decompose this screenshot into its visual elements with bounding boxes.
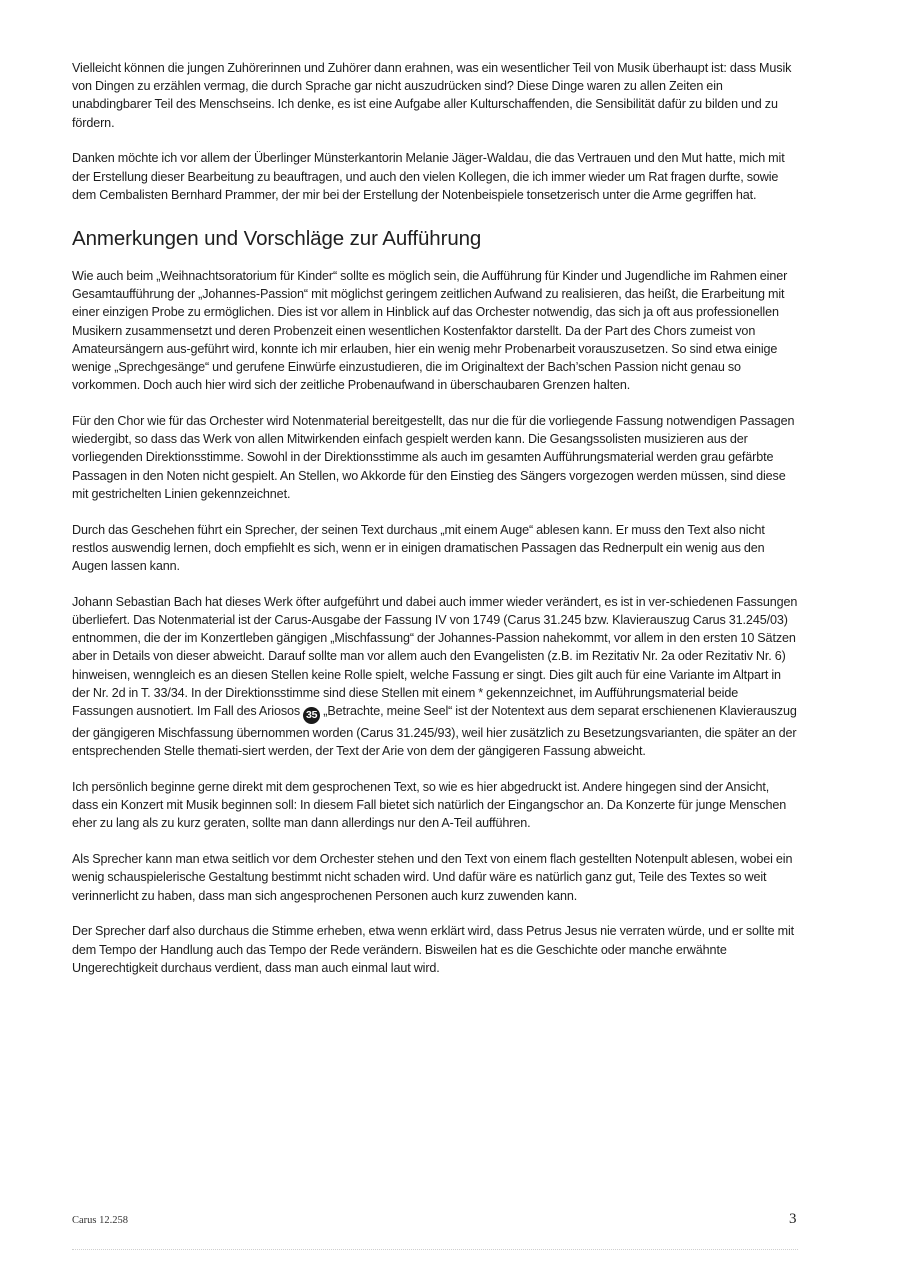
section-paragraph-1: Wie auch beim „Weihnachtsoratorium für Kinder“ sollte es möglich sein, die Aufführung für Kinder und Jugendliche im Rahmen einer Gesamtaufführung der „Johannes-Passion“ mit möglichst geringem zeitlichen Aufwand zu realisieren, das heißt, die Erarbeitung mit einer einzigen Probe zu ermöglichen. Dies ist vor allem in Hinblick auf das Orchester notwendig, das sich ja oft aus professionellen Musikern zusammensetzt und deren Probenzeit einen wesentlichen Kostenfaktor darstellt. Da der Part des Chors zumeist von Amateursängern aus-geführt wird, konnte ich mir erlauben, hier ein wenig mehr Probenarbeit vorauszusetzen. So sind etwa einige wenige „Sprechgesänge“ und gerufene Einwürfe einzustudieren, die im Originaltext der Bach’schen Passion nicht genau so vorkommen. Doch auch hier wird sich der zeitliche Probenaufwand in überschaubaren Grenzen halten.: [72, 269, 788, 393]
section-paragraph-5: Ich persönlich beginne gerne direkt mit dem gesprochenen Text, so wie es hier abgedruckt ist. Andere hingegen sind der Ansicht, dass ein Konzert mit Musik beginnen soll: In diesem Fall bietet sich natürlich der Eingangschor an. Da Konzerte für junge Menschen eher zu lang als zu kurz geraten, sollte man dann allerdings nur den A-Teil aufführen.: [72, 780, 787, 831]
section-paragraph-3: Durch das Geschehen führt ein Sprecher, der seinen Text durchaus „mit einem Auge“ ablesen kann. Er muss den Text also nicht restlos auswendig lernen, doch empfiehlt es sich, wenn er in einigen dramatischen Passagen das Rednerpult ein wenig aus den Augen lassen kann.: [72, 522, 765, 574]
section-paragraph-4: [72, 593, 798, 761]
paragraph-4-text-after: „Betrachte, meine Seel“ ist der Notentext aus dem separat erschienenen Klavierauszug der gängigeren Mischfassung übernommen worden (Carus 31.245/93), weil hier zusätzlich zu Besetzungsvarianten, die später an der entsprechenden Stelle themati-siert werden, der Text der Arie von dem der gängigeren Fassung abweicht.: [72, 704, 797, 759]
page-number: 3: [789, 1211, 797, 1227]
section-heading: Anmerkungen und Vorschläge zur Aufführung: [72, 227, 482, 251]
intro-paragraph-1: Vielleicht können die jungen Zuhörerinnen und Zuhörer dann erahnen, was ein wesentlicher Teil von Musik überhaupt ist: dass Musik von Dingen zu erzählen vermag, die durch Sprache gar nicht auszudrücken sind? Diese Dinge waren zu allen Zeiten ein unabdingbarer Teil des Menschseins. Ich denke, es ist eine Aufgabe aller Kulturschaffenden, die Sensibilität dafür zu bilden und zu fördern.: [72, 61, 792, 130]
section-paragraph-2: Für den Chor wie für das Orchester wird Notenmaterial bereitgestellt, das nur die für die vorliegende Fassung notwendigen Passagen wiedergibt, so dass das Werk von allen Mitwirkenden einfach gespielt werden kann. Die Gesangssolisten musizieren aus der vorliegenden Direktionsstimme. Sowohl in der Direktionsstimme als auch im gesamten Aufführungsmaterial werden grau gefärbte Passagen in den Noten nicht gespielt. An Stellen, wo Akkorde für den Einstieg des Sängers vorgezogen werden müssen, sind diese mit gestrichelten Linien gekennzeichnet.: [72, 414, 795, 501]
movement-number-badge: 35: [303, 707, 320, 724]
document-page: [72, 59, 798, 977]
footer-divider: [72, 1249, 798, 1250]
intro-paragraph-2: Danken möchte ich vor allem der Überlinger Münsterkantorin Melanie Jäger-Waldau, die das Vertrauen und den Mut hatte, mich mit der Erstellung dieser Bearbeitung zu beauftragen, und auch den vielen Kollegen, die ich immer wieder um Rat fragen durfte, sowie dem Cembalisten Bernhard Prammer, der mir bei der Erstellung der Notenbeispiele tonsetzerisch unter die Arme gegriffen hat.: [72, 151, 785, 202]
section-paragraph-7: Der Sprecher darf also durchaus die Stimme erheben, etwa wenn erklärt wird, dass Petrus Jesus nie verraten würde, und er sollte mit dem Tempo der Handlung auch das Tempo der Rede verändern. Bisweilen hat es die Geschichte oder manche erwähnte Ungerechtigkeit durchaus verdient, dass man auch einmal laut wird.: [72, 924, 795, 975]
footer-catalog-number: Carus 12.258: [72, 1215, 128, 1226]
paragraph-4-text-before: Johann Sebastian Bach hat dieses Werk öfter aufgeführt und dabei auch immer wieder verändert, es ist in ver-schiedenen Fassungen überliefert. Das Notenmaterial ist der Carus-Ausgabe der Fassung IV von 1749 (Carus 31.245 bzw. Klavierauszug Carus 31.245/03) entnommen, die der im Konzertleben gängigen „Mischfassung“ der Johannes-Passion nahekommt, vor allem in den ersten 10 Sätzen aber in Details von dieser abweicht. Darauf sollte man vor allem auch den Evangelisten (z.B. im Rezitativ Nr. 2a oder Rezitativ Nr. 6) hinweisen, wenngleich es an diesen Stellen keine Rolle spielt, welche Fassung er singt. Dies gilt auch für eine Variante im Altpart in der Nr. 2d in T. 33/34. In der Direktionsstimme sind diese Stellen mit einem * gekennzeichnet, im Aufführungsmaterial beide Fassungen ausnotiert. Im Fall des Ariosos: [72, 594, 798, 719]
section-paragraph-6: Als Sprecher kann man etwa seitlich vor dem Orchester stehen und den Text von einem flach gestellten Notenpult ablesen, wobei ein wenig schauspielerische Gestaltung bestimmt nicht schaden wird. Und dafür wäre es natürlich ganz gut, Teile des Textes so weit verinnerlicht zu haben, dass man sich angesprochenen Personen auch kurz zuwenden kann.: [72, 852, 793, 903]
